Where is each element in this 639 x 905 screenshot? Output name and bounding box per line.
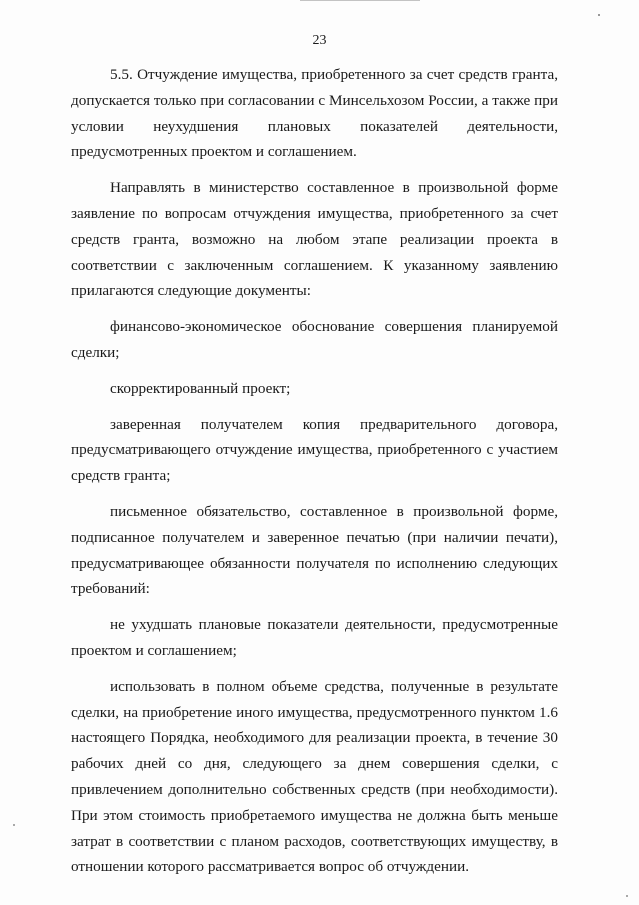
list-item-adjusted-project: скорректированный проект; bbox=[110, 379, 291, 397]
scan-artifact-dot bbox=[598, 14, 600, 16]
scan-artifact-top-line bbox=[300, 0, 420, 1]
list-item-indicators-requirement: не ухудшать плановые показатели деятельности, предусмотренные проектом и соглашением; bbox=[71, 616, 558, 659]
scan-artifact-dot bbox=[13, 824, 15, 826]
list-item-financial-justification: финансово-экономическое обоснование совершения планируемой сделки; bbox=[71, 318, 558, 361]
paragraph-5-5: 5.5. Отчуждение имущества, приобретенного за счет средств гранта, допускается только при согласовании с Минсельхозом России, а также при условии неухудшения плановых показателей деятельности, предусмотренных проектом и соглашением. bbox=[71, 66, 558, 161]
document-body bbox=[71, 62, 558, 880]
page-number: 23 bbox=[312, 33, 327, 48]
paragraph-application: Направлять в министерство составленное в произвольной форме заявление по вопросам отчуждения имущества, приобретенного за счет средств гранта, возможно на любом этапе реализации проекта в соответствии с заключенным соглашением. К указанному заявлению прилагаются следующие документы: bbox=[71, 179, 558, 300]
list-item-written-obligation: письменное обязательство, составленное в произвольной форме, подписанное получателем и заверенное печатью (при наличии печати), предусматривающее обязанности получателя по исполнению следующих требований: bbox=[71, 502, 558, 598]
list-item-preliminary-contract: заверенная получателем копия предварительного договора, предусматривающего отчуждение имущества, приобретенного с участием средств гранта; bbox=[71, 415, 558, 485]
list-item-funds-usage-requirement: использовать в полном объеме средства, полученные в результате сделки, на приобретение иного имущества, предусмотренного пунктом 1.6 настоящего Порядка, необходимого для реализации проекта, в течение 30 рабочих дней со дня, следующего за днем совершения сделки, с привлечением дополнительно собственных средств (при необходимости). При этом стоимость приобретаемого имущества не должна быть меньше затрат в соответствии с планом расходов, соответствующих имуществу, в отношении которого рассматривается вопрос об отчуждении. bbox=[71, 677, 558, 876]
scan-artifact-dot bbox=[626, 895, 628, 897]
